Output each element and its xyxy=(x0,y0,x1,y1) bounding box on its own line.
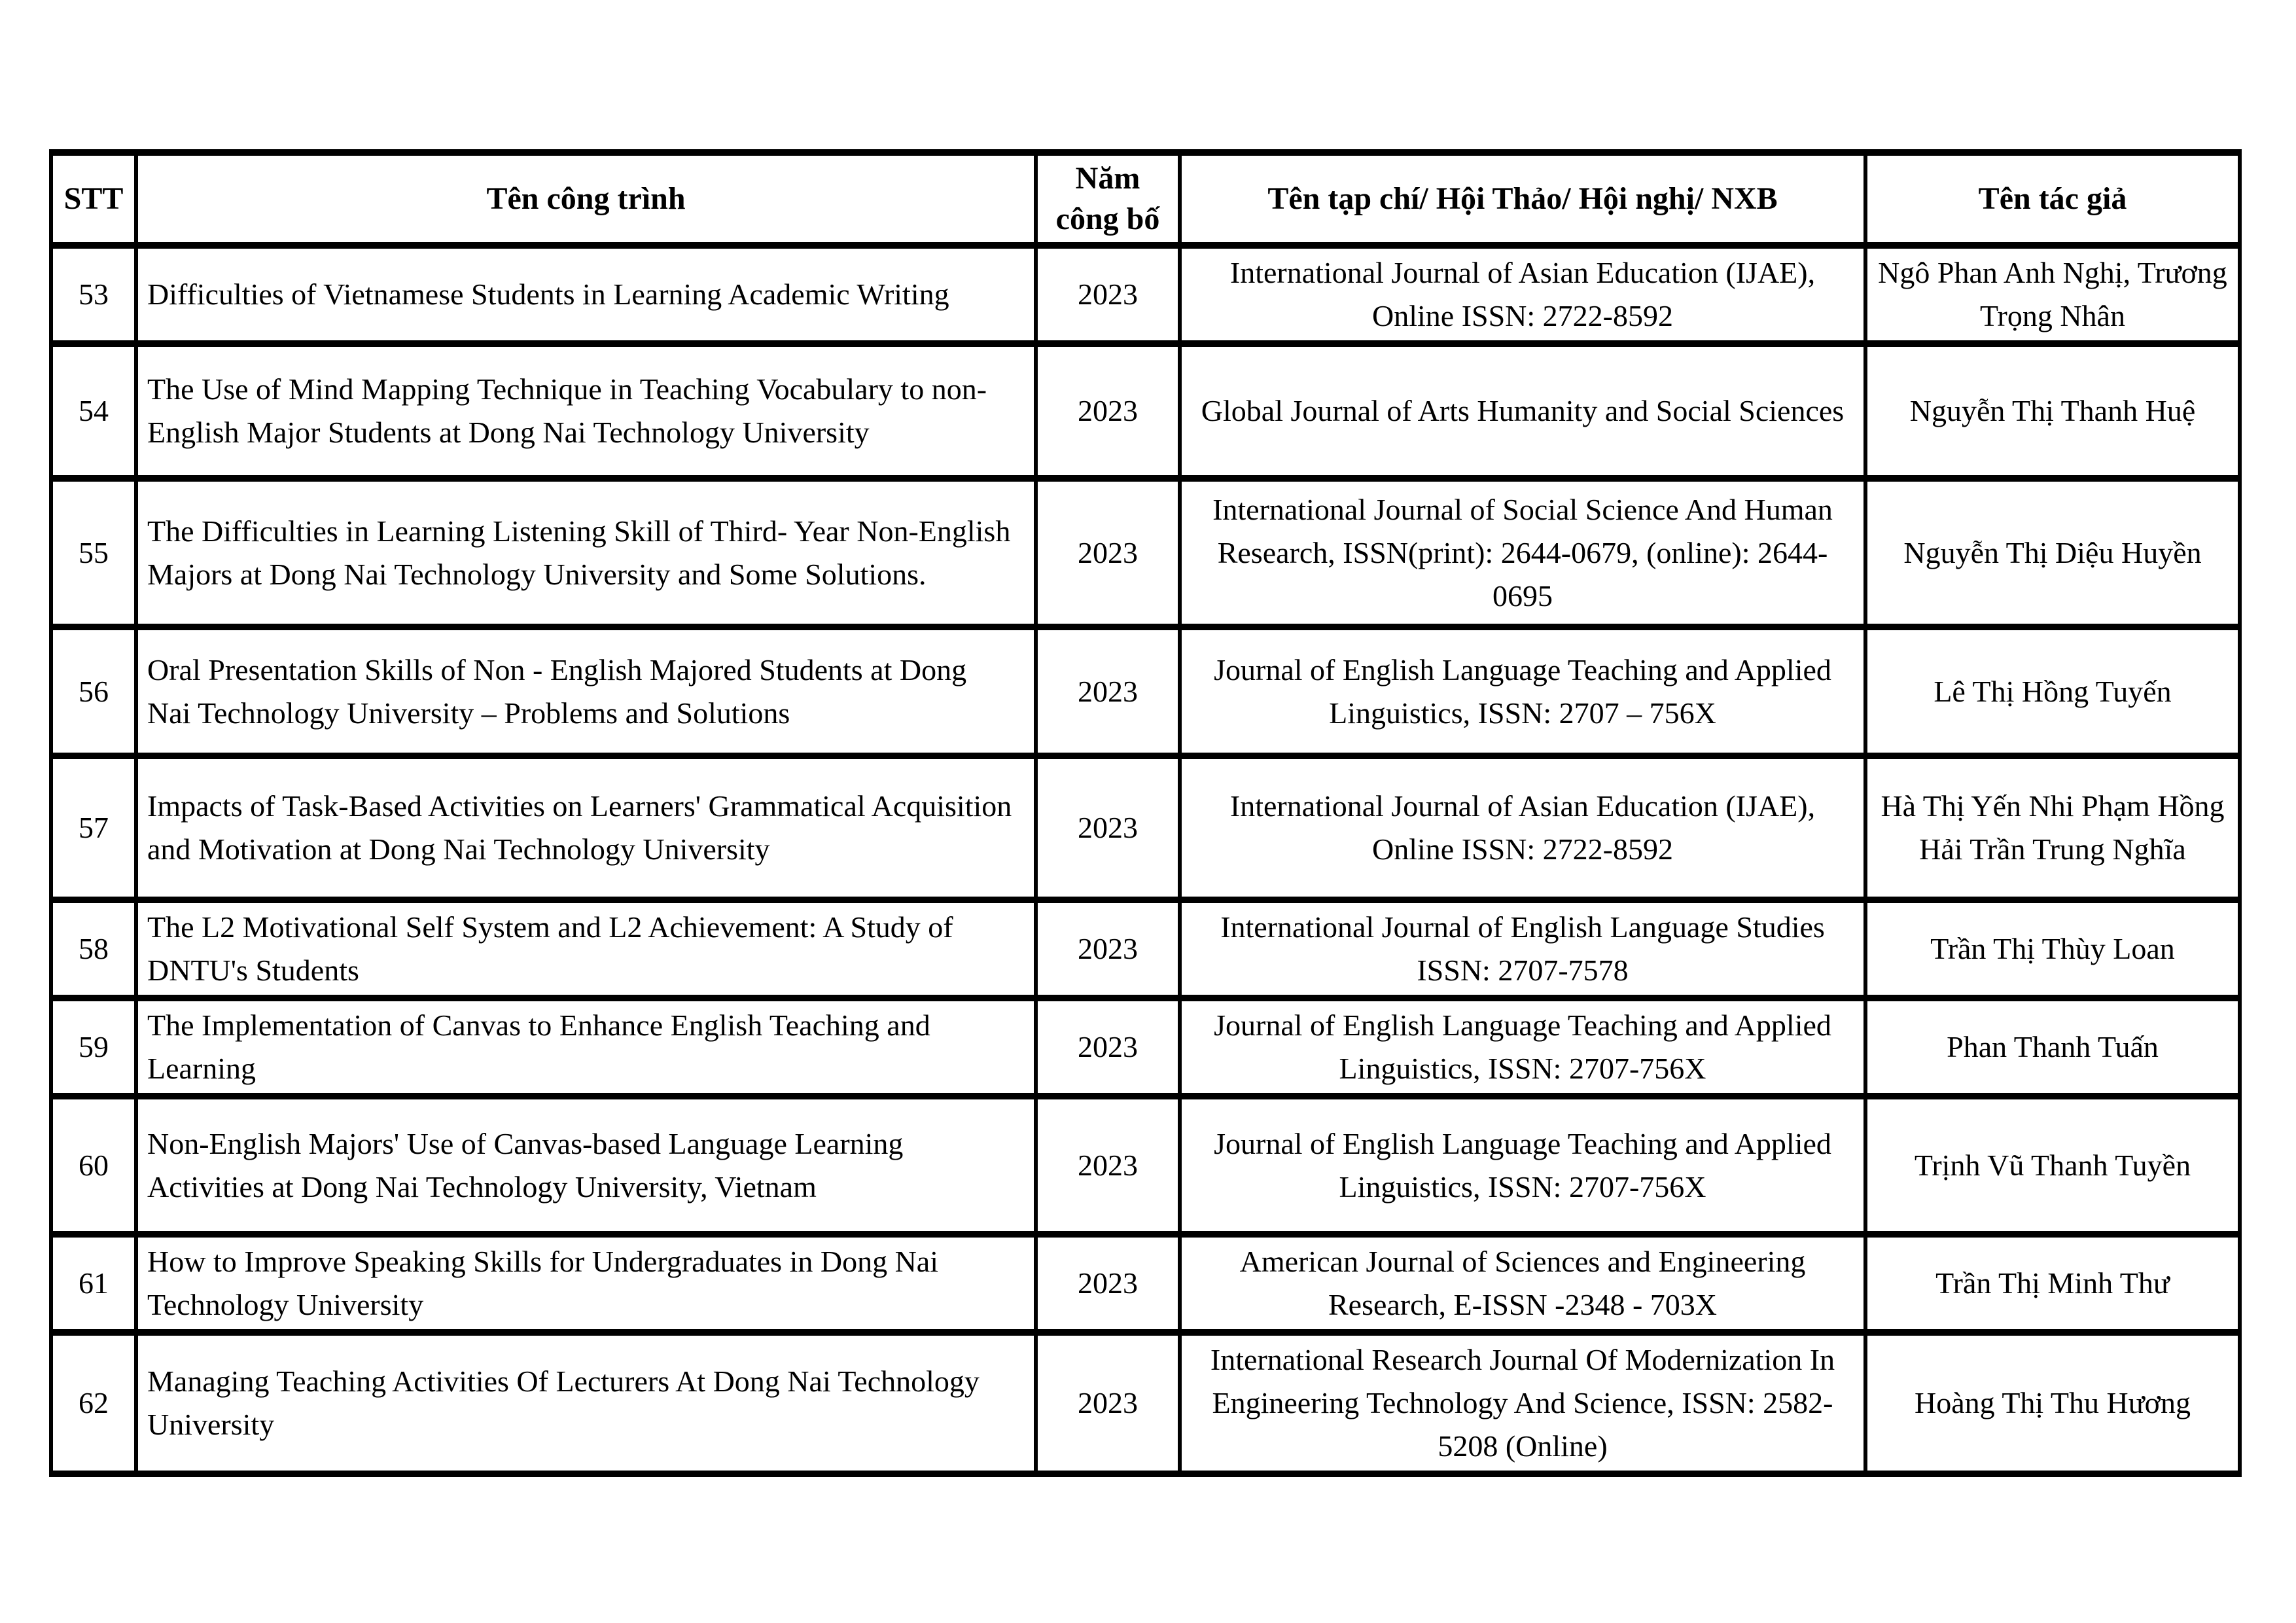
table-row xyxy=(51,344,2240,478)
row-authors: Trần Thị Thùy Loan xyxy=(1865,900,2240,998)
table-header xyxy=(51,152,2240,245)
row-title: The Use of Mind Mapping Technique in Teaching Vocabulary to non-English Major Students at Dong Nai Technology University xyxy=(136,344,1036,478)
row-authors: Ngô Phan Anh Nghị, Trương Trọng Nhân xyxy=(1865,245,2240,344)
row-authors: Hoàng Thị Thu Hương xyxy=(1865,1332,2240,1474)
row-year: 2023 xyxy=(1036,998,1180,1096)
row-authors: Lê Thị Hồng Tuyến xyxy=(1865,627,2240,756)
table-row xyxy=(51,1096,2240,1234)
row-journal: International Research Journal Of Modernization In Engineering Technology And Science, ISSN: 2582-5208 (Online) xyxy=(1180,1332,1865,1474)
row-journal: Journal of English Language Teaching and Applied Linguistics, ISSN: 2707-756X xyxy=(1180,998,1865,1096)
row-stt: 57 xyxy=(51,756,136,900)
row-title: The L2 Motivational Self System and L2 Achievement: A Study of DNTU's Students xyxy=(136,900,1036,998)
row-stt: 60 xyxy=(51,1096,136,1234)
row-year: 2023 xyxy=(1036,900,1180,998)
row-journal: International Journal of Asian Education (IJAE), Online ISSN: 2722-8592 xyxy=(1180,245,1865,344)
row-stt: 61 xyxy=(51,1234,136,1332)
row-title: Non-English Majors' Use of Canvas-based Language Learning Activities at Dong Nai Technology University, Vietnam xyxy=(136,1096,1036,1234)
header-authors: Tên tác giả xyxy=(1865,152,2240,245)
table-row xyxy=(51,245,2240,344)
row-stt: 53 xyxy=(51,245,136,344)
row-journal: American Journal of Sciences and Engineering Research, E-ISSN -2348 - 703X xyxy=(1180,1234,1865,1332)
row-year: 2023 xyxy=(1036,478,1180,627)
table-row xyxy=(51,627,2240,756)
row-stt: 59 xyxy=(51,998,136,1096)
row-year: 2023 xyxy=(1036,1096,1180,1234)
table-row xyxy=(51,1234,2240,1332)
row-title: The Difficulties in Learning Listening Skill of Third- Year Non-English Majors at Dong Nai Technology University and Some Solutions. xyxy=(136,478,1036,627)
row-authors: Hà Thị Yến Nhi Phạm Hồng Hải Trần Trung Nghĩa xyxy=(1865,756,2240,900)
header-stt: STT xyxy=(51,152,136,245)
row-authors: Phan Thanh Tuấn xyxy=(1865,998,2240,1096)
row-authors: Nguyễn Thị Diệu Huyền xyxy=(1865,478,2240,627)
row-year: 2023 xyxy=(1036,1234,1180,1332)
row-year: 2023 xyxy=(1036,627,1180,756)
row-journal: Global Journal of Arts Humanity and Social Sciences xyxy=(1180,344,1865,478)
table-row xyxy=(51,998,2240,1096)
table-row xyxy=(51,900,2240,998)
row-journal: International Journal of Social Science And Human Research, ISSN(print): 2644-0679, (online): 2644-0695 xyxy=(1180,478,1865,627)
row-year: 2023 xyxy=(1036,1332,1180,1474)
row-title: Difficulties of Vietnamese Students in Learning Academic Writing xyxy=(136,245,1036,344)
header-journal: Tên tạp chí/ Hội Thảo/ Hội nghị/ NXB xyxy=(1180,152,1865,245)
row-journal: International Journal of Asian Education (IJAE), Online ISSN: 2722-8592 xyxy=(1180,756,1865,900)
table-row xyxy=(51,1332,2240,1474)
row-year: 2023 xyxy=(1036,344,1180,478)
row-title: Managing Teaching Activities Of Lecturers At Dong Nai Technology University xyxy=(136,1332,1036,1474)
header-year: Năm công bố xyxy=(1036,152,1180,245)
row-year: 2023 xyxy=(1036,756,1180,900)
table-row xyxy=(51,756,2240,900)
row-authors: Trần Thị Minh Thư xyxy=(1865,1234,2240,1332)
row-stt: 55 xyxy=(51,478,136,627)
publications-table xyxy=(49,149,2242,1477)
row-authors: Trịnh Vũ Thanh Tuyền xyxy=(1865,1096,2240,1234)
row-title: Impacts of Task-Based Activities on Learners' Grammatical Acquisition and Motivation at Dong Nai Technology University xyxy=(136,756,1036,900)
table-row xyxy=(51,478,2240,627)
header-row xyxy=(51,152,2240,245)
row-year: 2023 xyxy=(1036,245,1180,344)
row-stt: 56 xyxy=(51,627,136,756)
row-journal: International Journal of English Language Studies ISSN: 2707-7578 xyxy=(1180,900,1865,998)
table-body xyxy=(51,245,2240,1474)
row-title: Oral Presentation Skills of Non - English Majored Students at Dong Nai Technology University – Problems and Solutions xyxy=(136,627,1036,756)
header-title: Tên công trình xyxy=(136,152,1036,245)
row-authors: Nguyễn Thị Thanh Huệ xyxy=(1865,344,2240,478)
row-stt: 58 xyxy=(51,900,136,998)
row-title: The Implementation of Canvas to Enhance English Teaching and Learning xyxy=(136,998,1036,1096)
row-stt: 54 xyxy=(51,344,136,478)
row-stt: 62 xyxy=(51,1332,136,1474)
row-journal: Journal of English Language Teaching and Applied Linguistics, ISSN: 2707-756X xyxy=(1180,1096,1865,1234)
row-title: How to Improve Speaking Skills for Undergraduates in Dong Nai Technology University xyxy=(136,1234,1036,1332)
row-journal: Journal of English Language Teaching and Applied Linguistics, ISSN: 2707 – 756X xyxy=(1180,627,1865,756)
